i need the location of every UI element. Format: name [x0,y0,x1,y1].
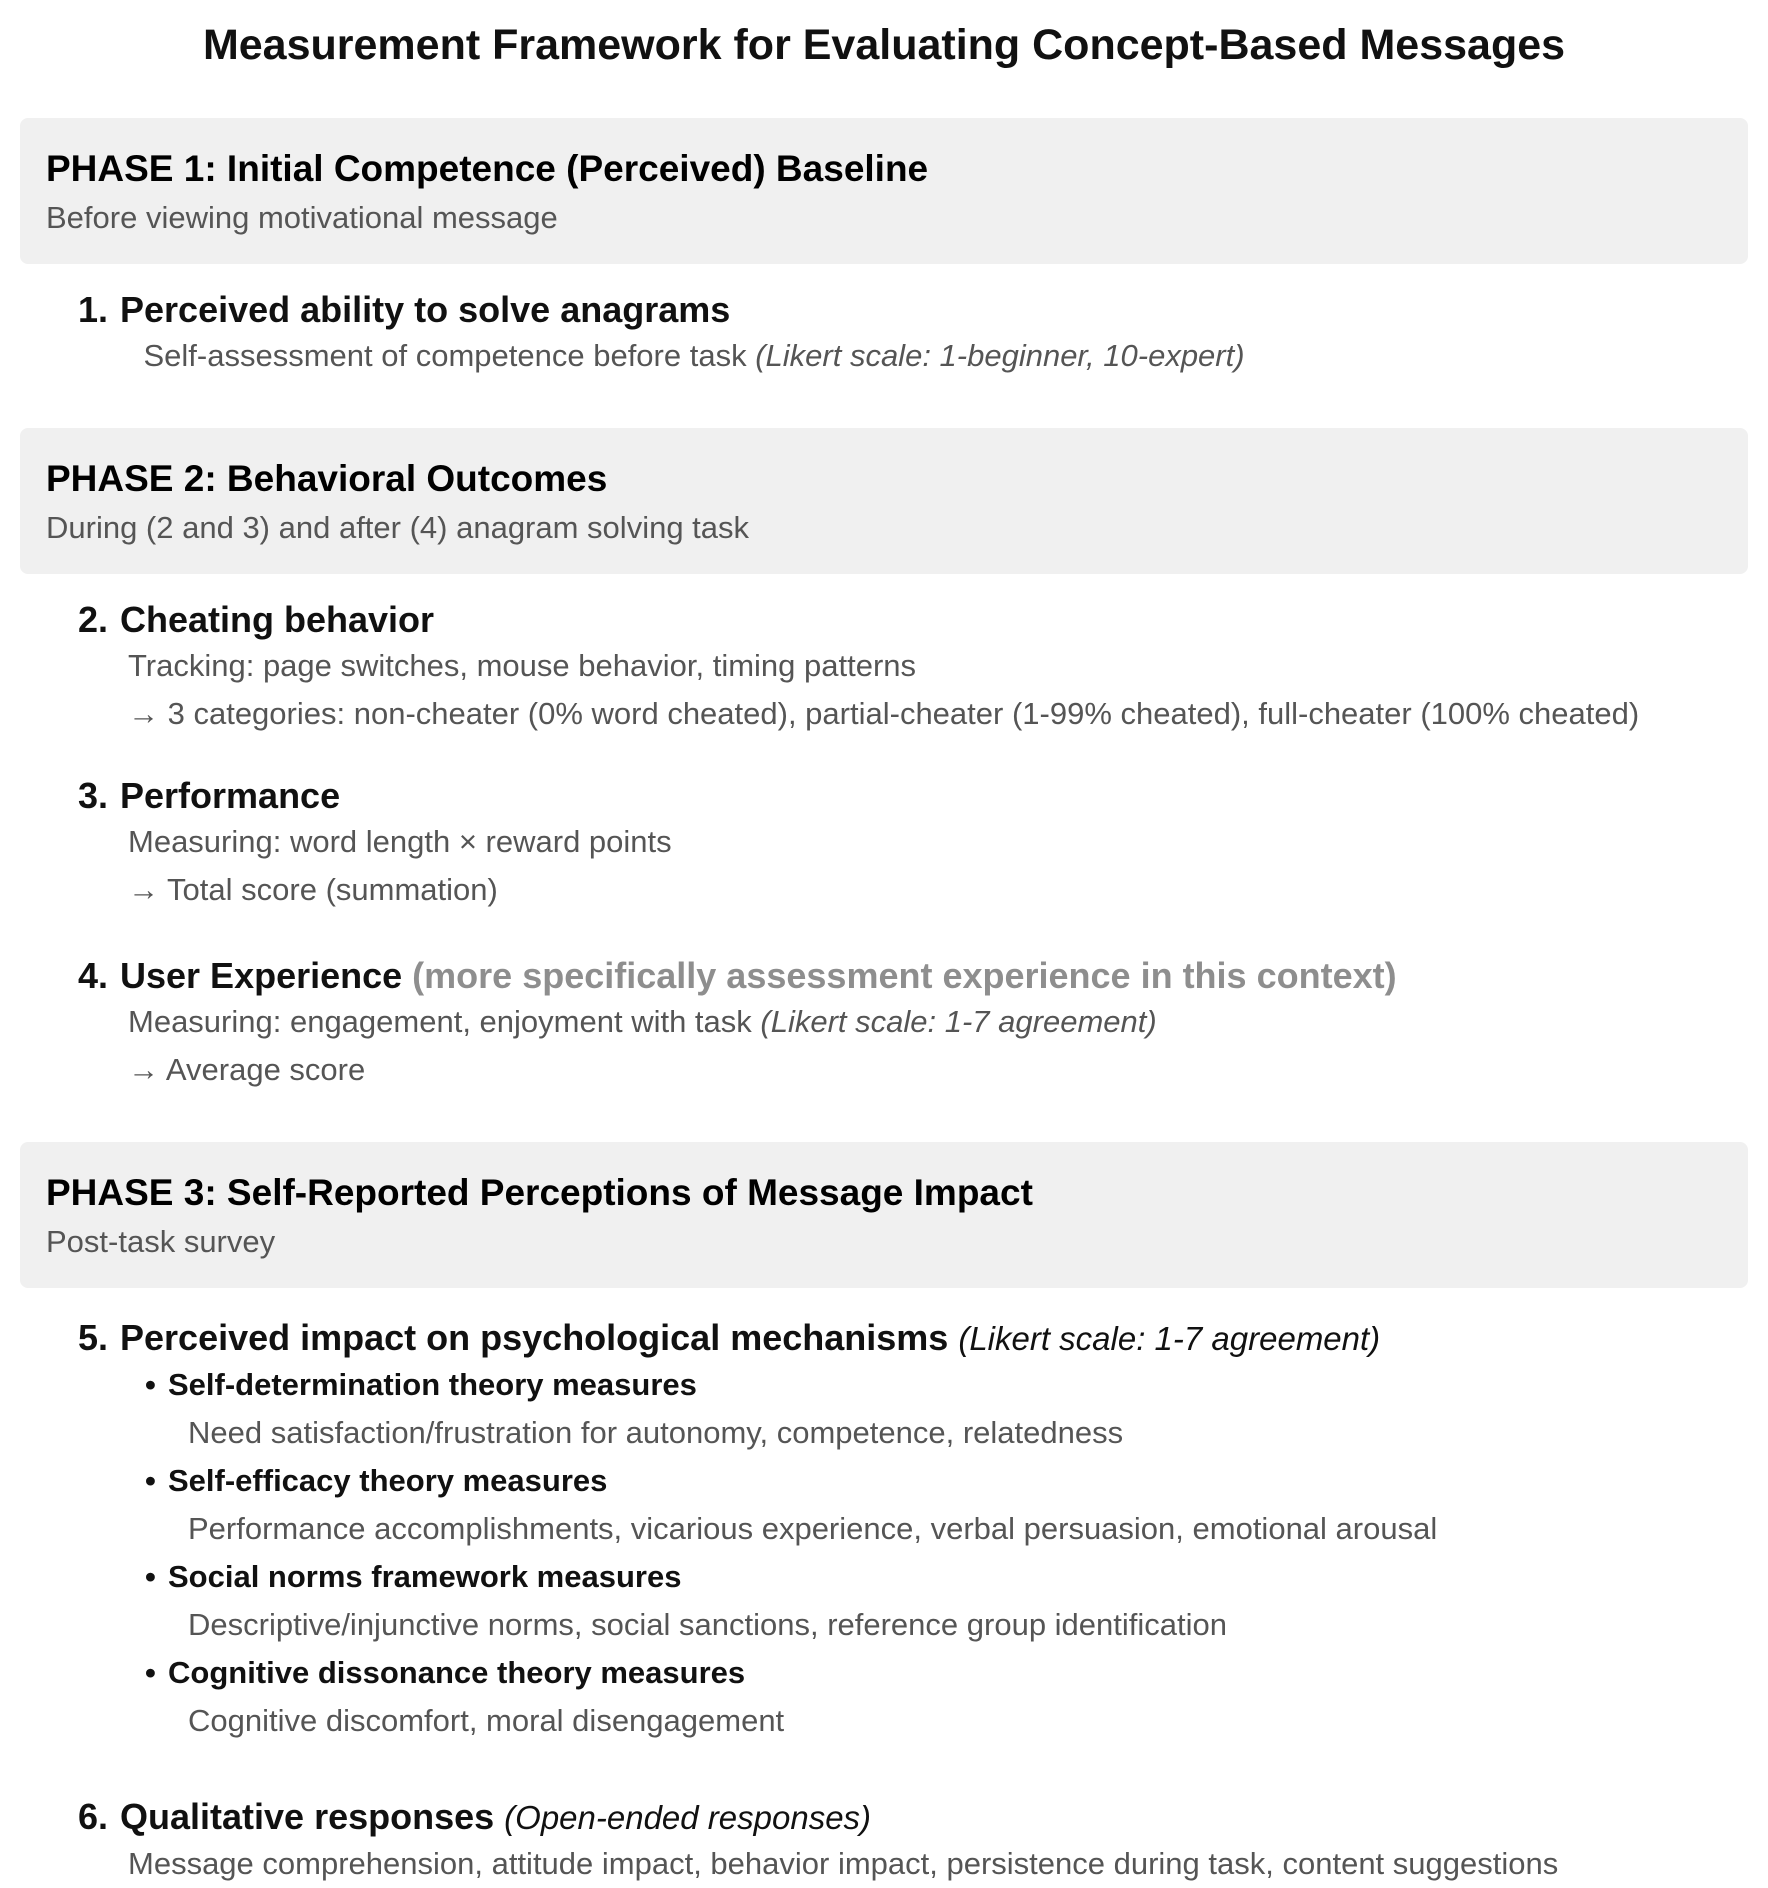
item-1-description [128,332,1768,380]
item-1-number: 1. [78,289,109,330]
item-6-detail-line: Message comprehension, attitude impact, behavior impact, persistence during task, content suggestions [128,1846,1559,1881]
item-2-heading [78,598,1768,642]
item-1-heading [78,288,1768,332]
item-2-title: Cheating behavior [120,599,435,640]
item-5-bullet-list [145,1361,1768,1745]
phase-3-subtitle: Post-task survey [46,1224,276,1259]
item-4-title-wrap [120,954,1397,998]
bullet-icon: • [145,1655,156,1690]
item-5-number: 5. [78,1317,109,1358]
item-1-title: Perceived ability to solve anagrams [120,289,731,330]
bullet-social-norms [145,1553,1768,1601]
item-4-scale-note: (Likert scale: 1-7 agreement) [760,1004,1157,1039]
bullet-self-determination-label: Self-determination theory measures [168,1367,697,1402]
item-6-title: Qualitative responses [120,1796,505,1837]
item-3-title: Performance [120,775,341,816]
phase-3-heading: PHASE 3: Self-Reported Perceptions of Message Impact [46,1172,1033,1213]
item-1-description-text: Self-assessment of competence before task [143,338,756,373]
item-4-number: 4. [78,955,109,996]
item-2-number: 2. [78,599,109,640]
item-6-number: 6. [78,1796,109,1837]
bullet-social-norms-detail: Descriptive/injunctive norms, social sanctions, reference group identification [188,1607,1227,1642]
bullet-icon: • [145,1367,156,1402]
item-4-title-note: (more specifically assessment experience in this context) [412,955,1397,996]
item-4-score-line: → Average score [128,1052,366,1087]
bullet-cognitive-dissonance [145,1649,1768,1697]
bullet-self-determination-detail: Need satisfaction/frustration for autonomy, competence, relatedness [188,1415,1124,1450]
page-title: Measurement Framework for Evaluating Concept-Based Messages [202,21,1566,69]
item-2-tracking-line: Tracking: page switches, mouse behavior, timing patterns [128,648,917,683]
item-5-title: Perceived impact on psychological mechanisms [120,1317,959,1358]
item-2 [0,598,1768,738]
item-3-score-line: → Total score (summation) [128,872,498,907]
item-3 [0,774,1768,914]
phase-3-band [20,1142,1748,1288]
item-4-title: User Experience [120,955,413,996]
phase-2-band [20,428,1748,574]
item-3-heading [78,774,1768,818]
item-2-categories-line: → 3 categories: non-cheater (0% word cheated), partial-cheater (1-99% cheated), full-cheater (100% cheated) [128,696,1640,731]
phase-2-subtitle: During (2 and 3) and after (4) anagram solving task [46,510,750,545]
item-4 [0,954,1768,1094]
item-4-measuring-line [128,998,1768,1046]
item-4-heading [78,954,1768,998]
item-5-title-wrap [120,1316,1380,1361]
bullet-self-efficacy-detail: Performance accomplishments, vicarious experience, verbal persuasion, emotional arousal [188,1511,1438,1546]
item-6-title-wrap [120,1795,871,1840]
bullet-cognitive-dissonance-detail: Cognitive discomfort, moral disengagement [188,1703,785,1738]
item-5-heading [78,1316,1768,1361]
phase-1-heading: PHASE 1: Initial Competence (Perceived) Baseline [46,148,929,189]
bullet-icon: • [145,1559,156,1594]
bullet-self-efficacy [145,1457,1768,1505]
item-5-scale-note: (Likert scale: 1-7 agreement) [958,1320,1381,1357]
bullet-cognitive-dissonance-label: Cognitive dissonance theory measures [168,1655,746,1690]
item-3-number: 3. [78,775,109,816]
item-1 [0,288,1768,380]
item-6-type-note: (Open-ended responses) [504,1799,872,1836]
bullet-icon: • [145,1463,156,1498]
item-6-heading [78,1795,1768,1840]
item-4-measuring-text: Measuring: engagement, enjoyment with task [128,1004,761,1039]
item-3-measuring-line: Measuring: word length × reward points [128,824,672,859]
item-1-scale-note: (Likert scale: 1-beginner, 10-expert) [755,338,1245,373]
bullet-self-determination [145,1361,1768,1409]
phase-1-band [20,118,1748,264]
phase-2-heading: PHASE 2: Behavioral Outcomes [46,458,608,499]
item-6 [0,1795,1768,1888]
bullet-self-efficacy-label: Self-efficacy theory measures [168,1463,608,1498]
phase-1-subtitle: Before viewing motivational message [46,200,558,235]
item-5 [0,1316,1768,1745]
bullet-social-norms-label: Social norms framework measures [168,1559,682,1594]
